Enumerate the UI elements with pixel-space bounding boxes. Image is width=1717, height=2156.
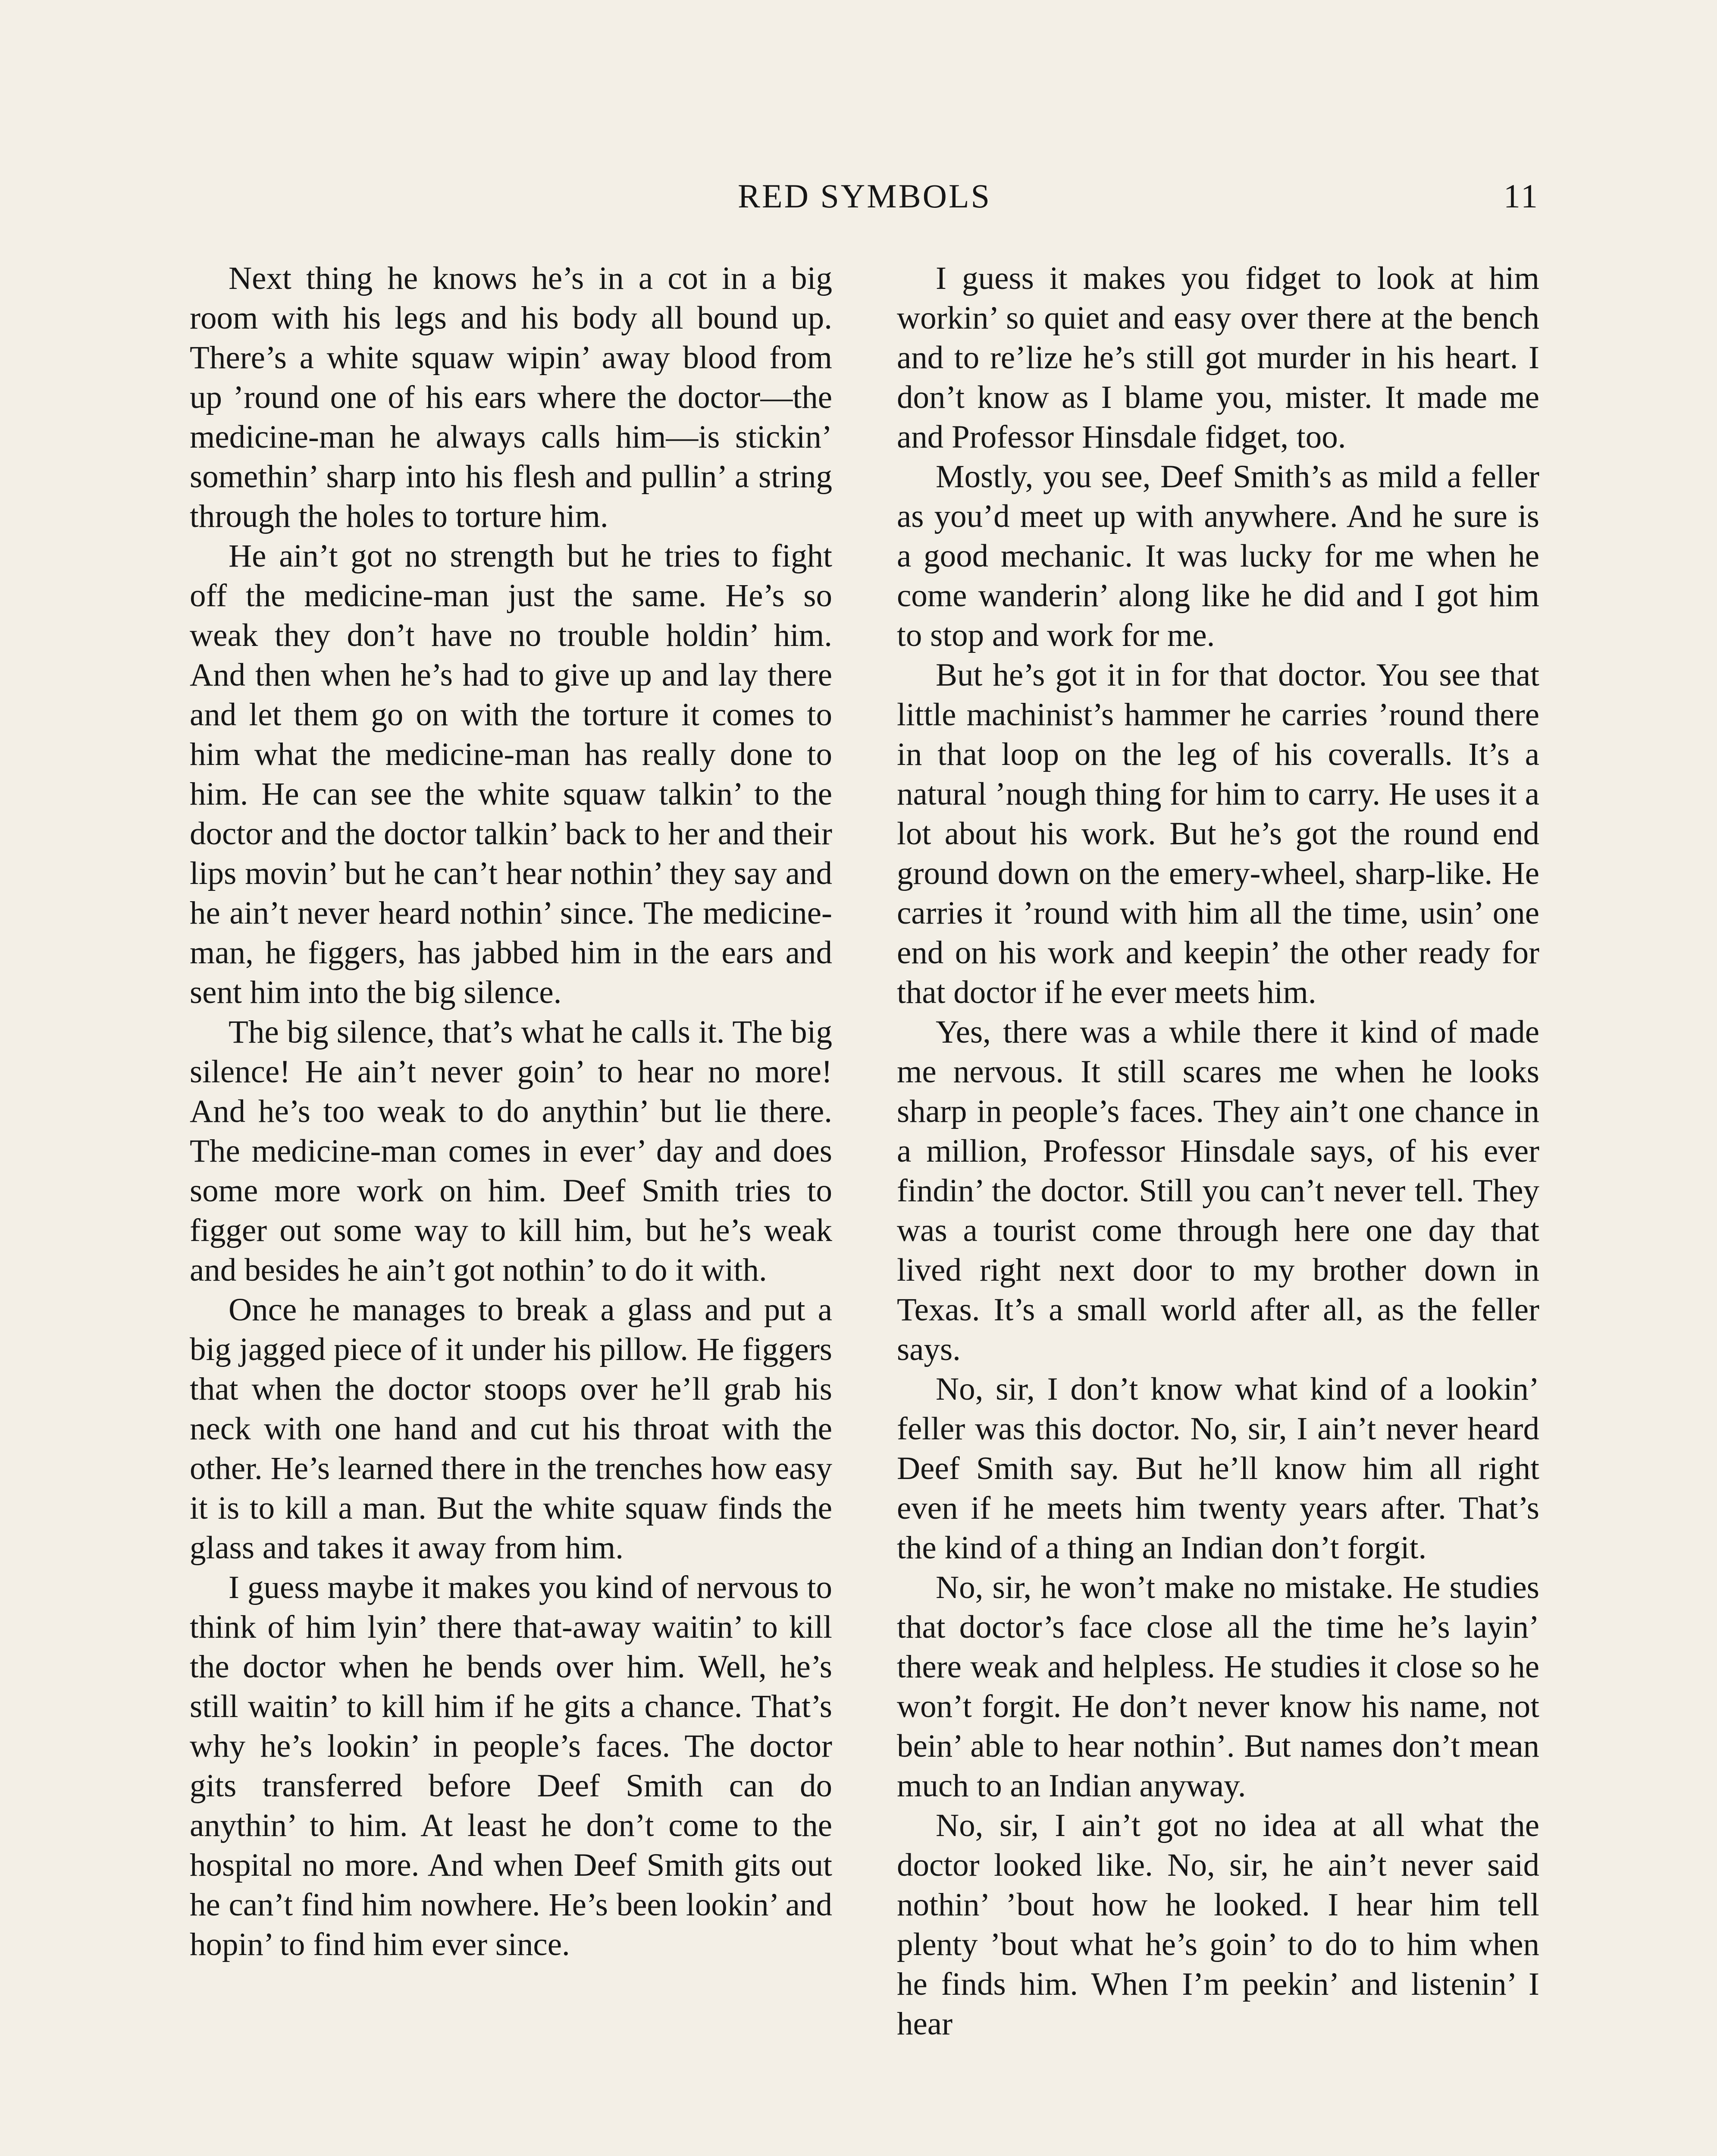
right-column (897, 259, 1539, 2156)
paragraph: The big silence, that’s what he calls it. The big silence! He ain’t never goin’ to hear no more! And he’s too weak to do anythin’ but lie there. The medicine-man comes in ever’ day and does some more work on him. Deef Smith tries to figger out some way to kill him, but he’s weak and besides he ain’t got nothin’ to do it with. (190, 1014, 832, 1288)
paragraph: Next thing he knows he’s in a cot in a big room with his legs and his body all bound up. There’s a white squaw wipin’ away blood from up ’round one of his ears where the doctor—the medicine-man he always calls him—is stickin’ somethin’ sharp into his flesh and pullin’ a string through the holes to torture him. (190, 260, 832, 534)
paragraph: Yes, there was a while there it kind of made me nervous. It still scares me when he looks sharp in people’s faces. They ain’t one chance in a million, Professor Hinsdale says, of his ever findin’ the doctor. Still you can’t never tell. They was a tourist come through here one day that lived right next door to my brother down in Texas. It’s a small world after all, as the feller says. (897, 1014, 1539, 1367)
paragraph: He ain’t got no strength but he tries to fight off the medicine-man just the same. He’s so weak they don’t have no trouble holdin’ him. And then when he’s had to give up and lay there and let them go on with the torture it comes to him what the medicine-man has really done to him. He can see the white squaw talkin’ to the doctor and the doctor talkin’ back to her and their lips movin’ but he can’t hear nothin’ they say and he ain’t never heard nothin’ since. The medicine-man, he figgers, has jabbed him in the ears and sent him into the big silence. (190, 538, 832, 1010)
paragraph: No, sir, I ain’t got no idea at all what the doctor looked like. No, sir, he ain’t never said nothin’ ’bout how he looked. I hear him tell plenty ’bout what he’s goin’ to do to him when he finds him. When I’m peekin’ and listenin’ I hear (897, 1808, 1539, 2042)
text-columns (190, 259, 1539, 2156)
paragraph: No, sir, I don’t know what kind of a lookin’ feller was this doctor. No, sir, I ain’t never heard Deef Smith say. But he’ll know him all right even if he meets him twenty years after. That’s the kind of a thing an Indian don’t forgit. (897, 1371, 1539, 1566)
page-number: 11 (1503, 177, 1539, 215)
paragraph: Mostly, you see, Deef Smith’s as mild a feller as you’d meet up with anywhere. And he sure is a good mechanic. It was lucky for me when he come wanderin’ along like he did and I got him to stop and work for me. (897, 459, 1539, 653)
paragraph: Once he manages to break a glass and put a big jagged piece of it under his pillow. He figgers that when the doctor stoops over he’ll grab his neck with one hand and cut his throat with the other. He’s learned there in the trenches how easy it is to kill a man. But the white squaw finds the glass and takes it away from him. (190, 1292, 832, 1566)
paragraph: I guess it makes you fidget to look at him workin’ so quiet and easy over there at the bench and to re’lize he’s still got murder in his heart. I don’t know as I blame you, mister. It made me and Professor Hinsdale fidget, too. (897, 260, 1539, 455)
paragraph: I guess maybe it makes you kind of nervous to think of him lyin’ there that-away waitin’ to kill the doctor when he bends over him. Well, he’s still waitin’ to kill him if he gits a chance. That’s why he’s lookin’ in people’s faces. The doctor gits transferred before Deef Smith can do anythin’ to him. At least he don’t come to the hospital no more. And when Deef Smith gits out he can’t find him nowhere. He’s been lookin’ and hopin’ to find him ever since. (190, 1570, 832, 1962)
left-column (190, 259, 832, 2156)
paragraph: No, sir, he won’t make no mistake. He studies that doctor’s face close all the time he’s layin’ there weak and helpless. He studies it close so he won’t forgit. He don’t never know his name, not bein’ able to hear nothin’. But names don’t mean much to an Indian anyway. (897, 1570, 1539, 1804)
paragraph: But he’s got it in for that doctor. You see that little machinist’s hammer he carries ’round there in that loop on the leg of his coveralls. It’s a natural ’nough thing for him to carry. He uses it a lot about his work. But he’s got the round end ground down on the emery-wheel, sharp-like. He carries it ’round with him all the time, usin’ one end on his work and keepin’ the other ready for that doctor if he ever meets him. (897, 657, 1539, 1010)
running-head (190, 177, 1539, 224)
running-title: RED SYMBOLS (738, 177, 991, 215)
